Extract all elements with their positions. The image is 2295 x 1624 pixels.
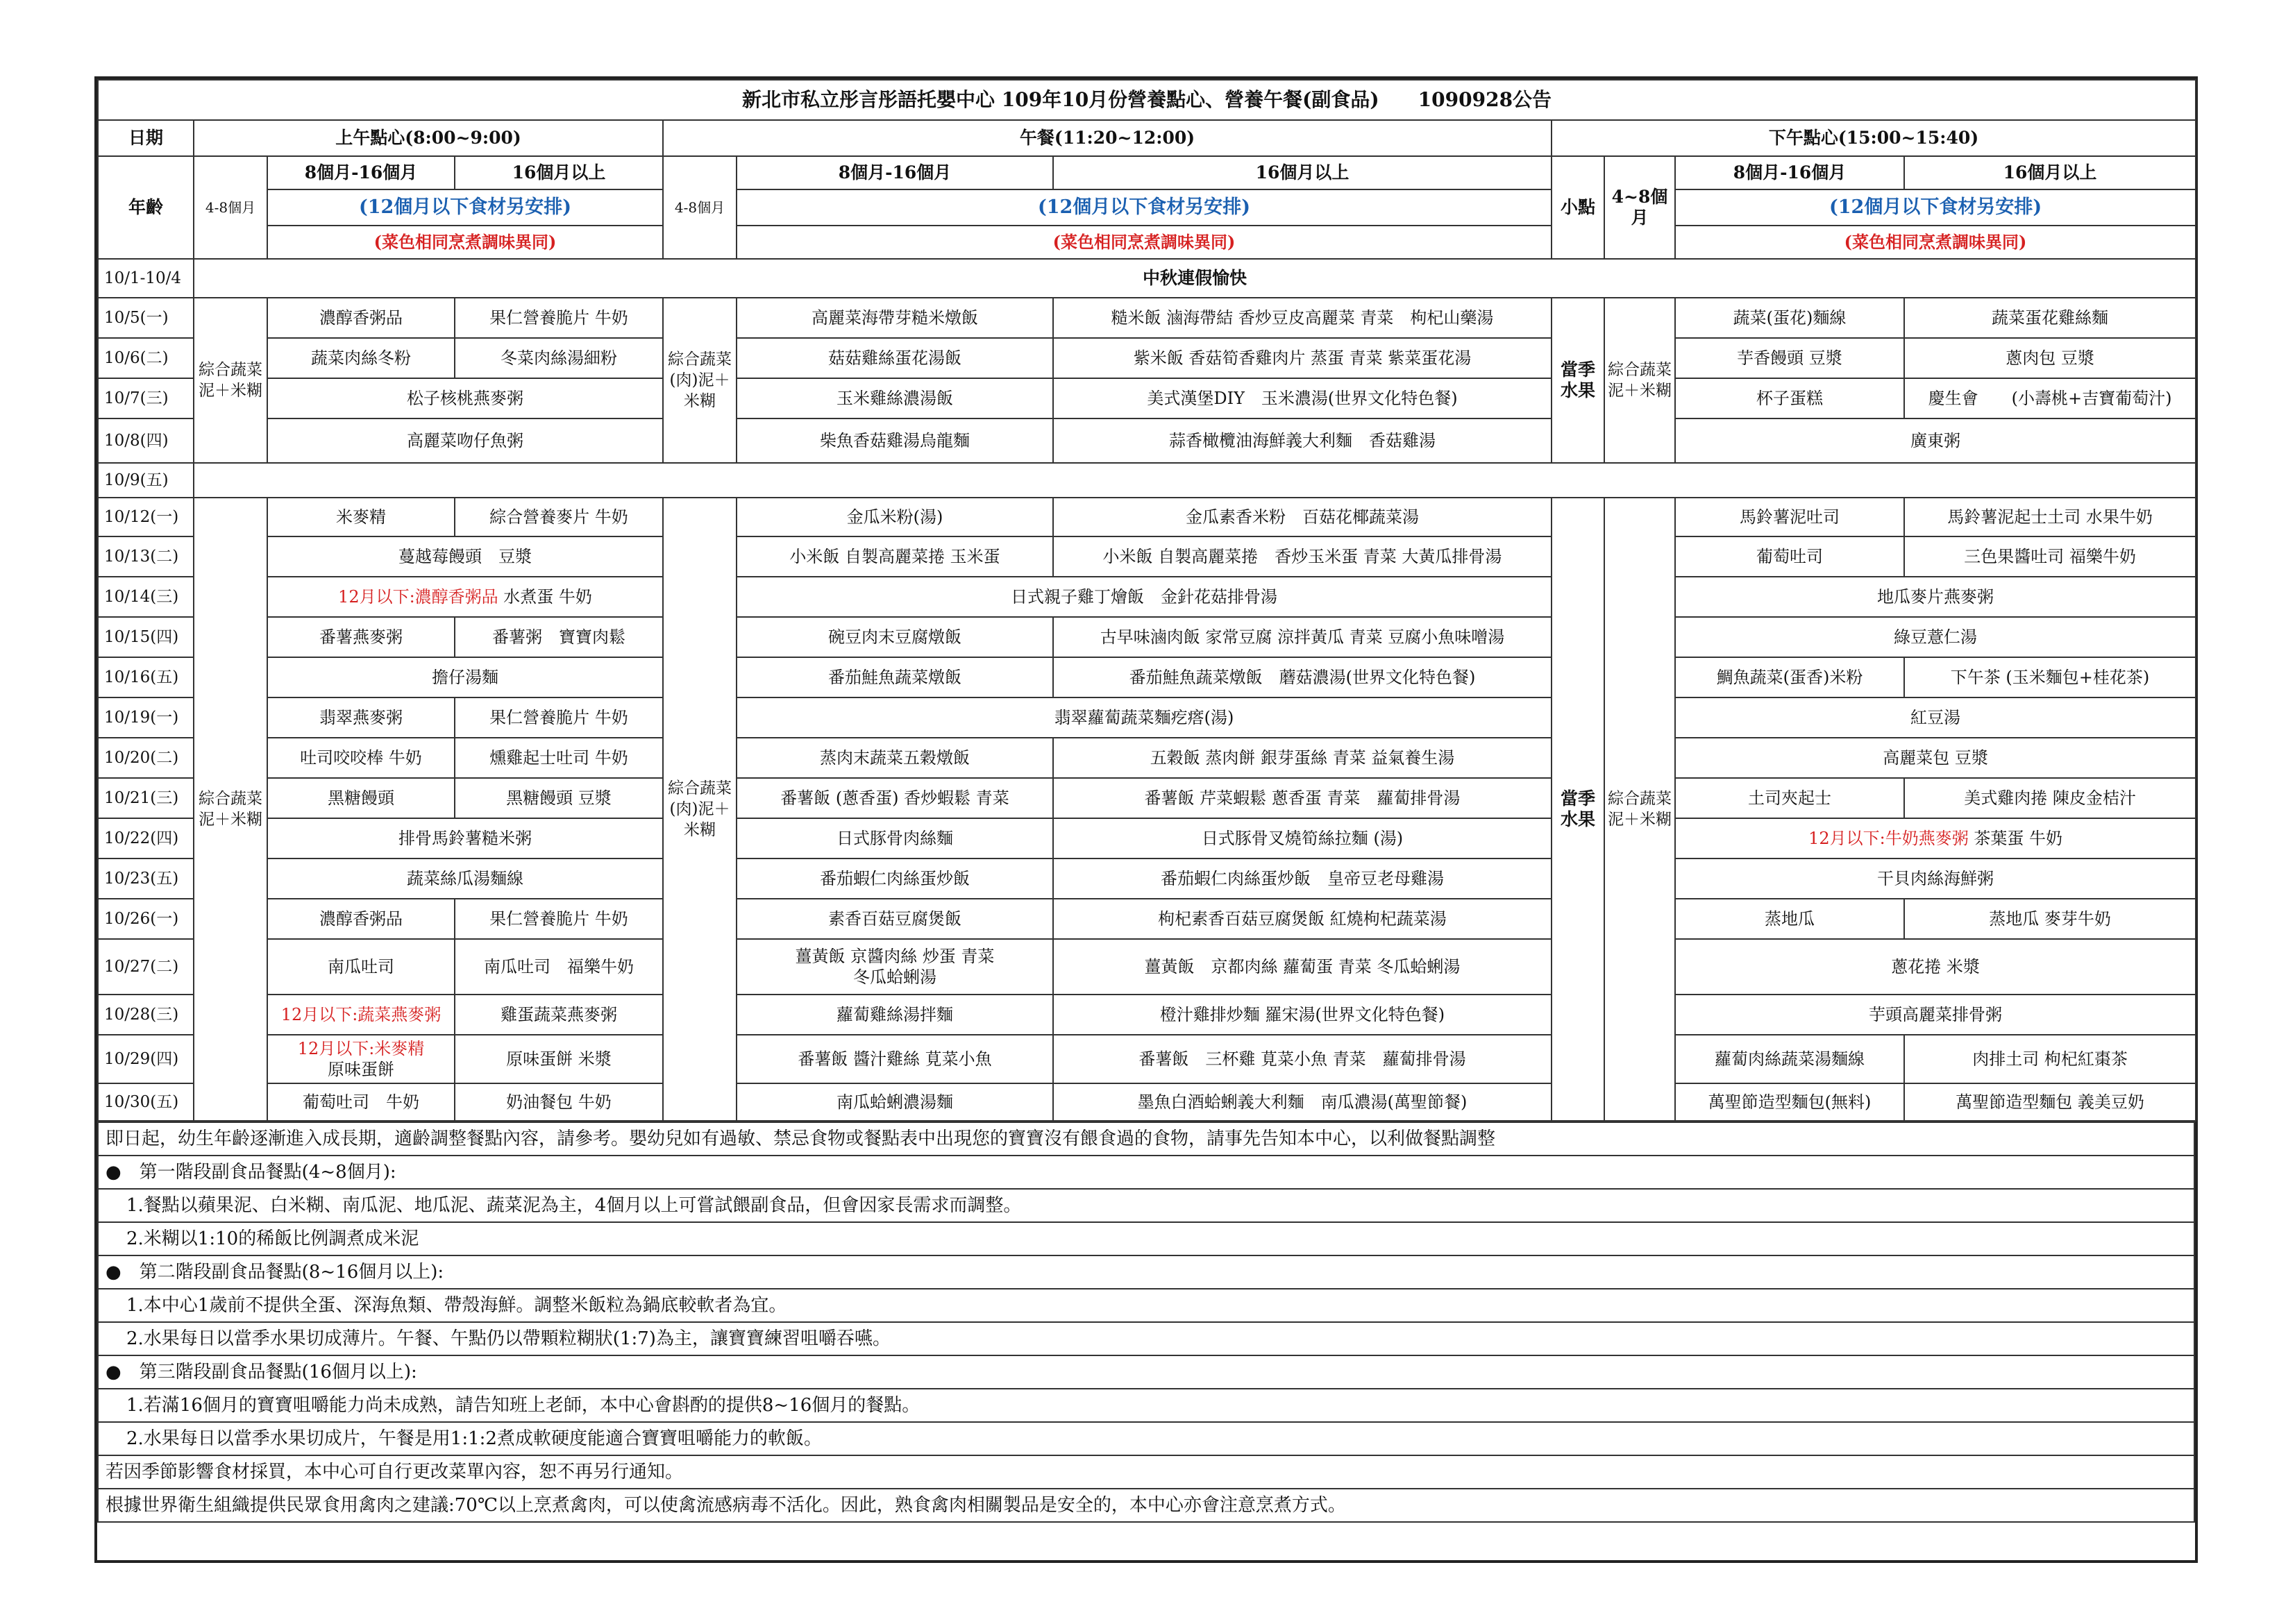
am-meal: 南瓜吐司 xyxy=(267,939,455,995)
pm-note-blue: (12個月以下食材另安排) xyxy=(1675,189,2196,226)
lunch-meal: 菇菇雞絲蛋花湯飯 xyxy=(737,338,1053,378)
lunch-meal: 柴魚香菇雞湯烏龍麵 xyxy=(737,418,1053,463)
note-line: ● 第二階段副食品餐點(8~16個月以上): xyxy=(98,1255,2194,1289)
pm-meal: 地瓜麥片燕麥粥 xyxy=(1675,577,2196,617)
note-line: ● 第一階段副食品餐點(4~8個月): xyxy=(98,1156,2194,1189)
lunch-infant-food: 綜合蔬菜(肉)泥＋米糊 xyxy=(663,298,737,463)
lunch-meal: 墨魚白酒蛤蜊義大利麵 南瓜濃湯(萬聖節餐) xyxy=(1053,1083,1552,1121)
am-meal: 黑糖饅頭 xyxy=(267,778,455,818)
empty-row xyxy=(194,463,2196,498)
am-meal: 擔仔湯麵 xyxy=(267,657,663,697)
lunch-meal: 玉米雞絲濃湯飯 xyxy=(737,378,1053,418)
am-meal: 葡萄吐司 牛奶 xyxy=(267,1083,455,1121)
fruit-snack: 當季水果 xyxy=(1552,498,1604,1121)
fruit-snack: 當季水果 xyxy=(1552,298,1604,463)
pm-meal: 蔥花捲 米漿 xyxy=(1675,939,2196,995)
pm-meal: 蒸地瓜 xyxy=(1675,899,1904,939)
am-age-4-8: 4-8個月 xyxy=(194,156,267,259)
page-title: 新北市私立彤言彤語托嬰中心 109年10月份營養點心、營養午餐(副食品) 1090928公告 xyxy=(98,80,2196,120)
am-meal: 原味蛋餅 米漿 xyxy=(455,1035,663,1083)
pm-meal: 蔬菜(蛋花)麵線 xyxy=(1675,298,1904,338)
am-meal: 松子核桃燕麥粥 xyxy=(267,378,663,418)
date-cell: 10/21(三) xyxy=(98,778,194,818)
pm-infant-food: 綜合蔬菜泥＋米糊 xyxy=(1604,498,1675,1121)
pm-snack-header: 下午點心(15:00~15:40) xyxy=(1552,120,2196,156)
note-line: 1.本中心1歲前不提供全蛋、深海魚類、帶殼海鮮。調整米飯粒為鍋底較軟者為宜。 xyxy=(98,1289,2194,1322)
am-infant-food: 綜合蔬菜泥＋米糊 xyxy=(194,498,267,1121)
pm-meal: 紅豆湯 xyxy=(1675,697,2196,738)
am-snack-header: 上午點心(8:00~9:00) xyxy=(194,120,663,156)
am-meal-line: 原味蛋餅 xyxy=(328,1060,394,1079)
lunch-meal: 小米飯 自製高麗菜捲 香炒玉米蛋 青菜 大黃瓜排骨湯 xyxy=(1053,536,1552,577)
am-meal: 濃醇香粥品 xyxy=(267,298,455,338)
pm-meal: 芋頭高麗菜排骨粥 xyxy=(1675,995,2196,1035)
lunch-meal: 糙米飯 滷海帶結 香炒豆皮高麗菜 青菜 枸杞山藥湯 xyxy=(1053,298,1552,338)
date-cell: 10/23(五) xyxy=(98,858,194,899)
date-cell: 10/26(一) xyxy=(98,899,194,939)
lunch-meal: 番茄鮭魚蔬菜燉飯 xyxy=(737,657,1053,697)
pm-age-8-16: 8個月-16個月 xyxy=(1675,156,1904,189)
date-cell: 10/29(四) xyxy=(98,1035,194,1083)
am-meal: 番薯燕麥粥 xyxy=(267,617,455,657)
lunch-meal: 薑黃飯 京都肉絲 蘿蔔蛋 青菜 冬瓜蛤蜊湯 xyxy=(1053,939,1552,995)
pm-meal: 三色果醬吐司 福樂牛奶 xyxy=(1904,536,2196,577)
am-meal: 果仁營養脆片 牛奶 xyxy=(455,899,663,939)
pm-meal: 肉排土司 枸杞紅棗茶 xyxy=(1904,1035,2196,1083)
pm-meal: 綠豆薏仁湯 xyxy=(1675,617,2196,657)
am-age-16: 16個月以上 xyxy=(455,156,663,189)
am-meal: 高麗菜吻仔魚粥 xyxy=(267,418,663,463)
lunch-meal-line: 冬瓜蛤蜊湯 xyxy=(853,967,936,987)
snack-header: 小點 xyxy=(1552,156,1604,259)
pm-meal: 下午茶 (玉米麵包+桂花茶) xyxy=(1904,657,2196,697)
pm-meal: 土司夾起士 xyxy=(1675,778,1904,818)
lunch-meal: 金瓜米粉(湯) xyxy=(737,498,1053,536)
am-meal xyxy=(267,577,663,617)
date-cell: 10/7(三) xyxy=(98,378,194,418)
lunch-infant-food: 綜合蔬菜(肉)泥＋米糊 xyxy=(663,498,737,1121)
pm-meal: 美式雞肉捲 陳皮金桔汁 xyxy=(1904,778,2196,818)
holiday-date: 10/1-10/4 xyxy=(98,259,194,298)
pm-meal: 鯛魚蔬菜(蛋香)米粉 xyxy=(1675,657,1904,697)
note-line: 1.若滿16個月的寶寶咀嚼能力尚未成熟，請告知班上老師，本中心會斟酌的提供8~16個月的餐點。 xyxy=(98,1389,2194,1422)
pm-meal: 干貝肉絲海鮮粥 xyxy=(1675,858,2196,899)
lunch-note-blue: (12個月以下食材另安排) xyxy=(737,189,1552,226)
note-line: 若因季節影響食材採買，本中心可自行更改菜單內容，恕不再另行通知。 xyxy=(98,1455,2194,1489)
lunch-meal: 番薯飯 芹菜蝦鬆 蔥香蛋 青菜 蘿蔔排骨湯 xyxy=(1053,778,1552,818)
note-line: 1.餐點以蘋果泥、白米糊、南瓜泥、地瓜泥、蔬菜泥為主，4個月以上可嘗試餵副食品，但會因家長需求而調整。 xyxy=(98,1189,2194,1222)
date-cell: 10/5(一) xyxy=(98,298,194,338)
lunch-meal xyxy=(737,939,1053,995)
lunch-meal: 古早味滷肉飯 家常豆腐 涼拌黃瓜 青菜 豆腐小魚味噌湯 xyxy=(1053,617,1552,657)
pm-meal: 杯子蛋糕 xyxy=(1675,378,1904,418)
under-12m-note: 12月以下:濃醇香粥品 xyxy=(338,587,498,607)
am-meal: 雞蛋蔬菜燕麥粥 xyxy=(455,995,663,1035)
lunch-meal: 橙汁雞排炒麵 羅宋湯(世界文化特色餐) xyxy=(1053,995,1552,1035)
am-meal: 排骨馬鈴薯糙米粥 xyxy=(267,818,663,858)
under-12m-note: 12月以下:米麥精 xyxy=(297,1039,425,1058)
am-meal: 番薯粥 寶寶肉鬆 xyxy=(455,617,663,657)
menu-sheet xyxy=(94,76,2198,1563)
lunch-meal: 番茄蝦仁肉絲蛋炒飯 xyxy=(737,858,1053,899)
am-meal: 冬菜肉絲湯細粉 xyxy=(455,338,663,378)
pm-meal: 慶生會 (小壽桃+吉寶葡萄汁) xyxy=(1904,378,2196,418)
am-meal: 燻雞起士吐司 牛奶 xyxy=(455,738,663,778)
pm-infant-food: 綜合蔬菜泥＋米糊 xyxy=(1604,298,1675,463)
am-meal: 吐司咬咬棒 牛奶 xyxy=(267,738,455,778)
lunch-meal: 小米飯 自製高麗菜捲 玉米蛋 xyxy=(737,536,1053,577)
am-meal: 12月以下:蔬菜燕麥粥 xyxy=(267,995,455,1035)
date-header: 日期 xyxy=(98,120,194,156)
am-age-8-16: 8個月-16個月 xyxy=(267,156,455,189)
pm-meal: 萬聖節造型麵包(無料) xyxy=(1675,1083,1904,1121)
lunch-age-16: 16個月以上 xyxy=(1053,156,1552,189)
pm-meal: 蘿蔔肉絲蔬菜湯麵線 xyxy=(1675,1035,1904,1083)
date-cell: 10/13(二) xyxy=(98,536,194,577)
lunch-meal: 五穀飯 蒸肉餅 銀芽蛋絲 青菜 益氣養生湯 xyxy=(1053,738,1552,778)
note-line: ● 第三階段副食品餐點(16個月以上): xyxy=(98,1355,2194,1389)
lunch-meal: 素香百菇豆腐煲飯 xyxy=(737,899,1053,939)
pm-meal: 高麗菜包 豆漿 xyxy=(1675,738,2196,778)
date-cell: 10/9(五) xyxy=(98,463,194,498)
am-infant-food: 綜合蔬菜泥＋米糊 xyxy=(194,298,267,463)
am-meal: 米麥精 xyxy=(267,498,455,536)
date-cell: 10/19(一) xyxy=(98,697,194,738)
am-meal: 綜合營養麥片 牛奶 xyxy=(455,498,663,536)
lunch-meal: 日式親子雞丁燴飯 金針花菇排骨湯 xyxy=(737,577,1552,617)
lunch-meal: 番薯飯 醬汁雞絲 莧菜小魚 xyxy=(737,1035,1053,1083)
date-cell: 10/15(四) xyxy=(98,617,194,657)
pm-meal: 廣東粥 xyxy=(1675,418,2196,463)
lunch-meal: 蒸肉末蔬菜五穀燉飯 xyxy=(737,738,1053,778)
age-header: 年齡 xyxy=(98,156,194,259)
date-cell: 10/14(三) xyxy=(98,577,194,617)
am-meal xyxy=(267,1035,455,1083)
pm-meal: 蒸地瓜 麥芽牛奶 xyxy=(1904,899,2196,939)
lunch-meal-line: 薑黃飯 京醬肉絲 炒蛋 青菜 xyxy=(795,947,995,966)
am-meal: 蔬菜肉絲冬粉 xyxy=(267,338,455,378)
lunch-age-4-8: 4-8個月 xyxy=(663,156,737,259)
am-meal: 濃醇香粥品 xyxy=(267,899,455,939)
lunch-meal: 蒜香橄欖油海鮮義大利麵 香菇雞湯 xyxy=(1053,418,1552,463)
date-cell: 10/27(二) xyxy=(98,939,194,995)
lunch-age-8-16: 8個月-16個月 xyxy=(737,156,1053,189)
pm-meal: 葡萄吐司 xyxy=(1675,536,1904,577)
lunch-meal: 枸杞素香百菇豆腐煲飯 紅燒枸杞蔬菜湯 xyxy=(1053,899,1552,939)
date-cell: 10/22(四) xyxy=(98,818,194,858)
am-meal: 奶油餐包 牛奶 xyxy=(455,1083,663,1121)
lunch-meal: 美式漢堡DIY 玉米濃湯(世界文化特色餐) xyxy=(1053,378,1552,418)
lunch-note-red: (菜色相同烹煮調味異同) xyxy=(737,226,1552,259)
lunch-meal: 紫米飯 香菇筍香雞肉片 蒸蛋 青菜 紫菜蛋花湯 xyxy=(1053,338,1552,378)
am-meal: 翡翠燕麥粥 xyxy=(267,697,455,738)
date-cell: 10/16(五) xyxy=(98,657,194,697)
am-meal: 果仁營養脆片 牛奶 xyxy=(455,298,663,338)
date-cell: 10/12(一) xyxy=(98,498,194,536)
pm-meal: 萬聖節造型麵包 義美豆奶 xyxy=(1904,1083,2196,1121)
note-line: 2.水果每日以當季水果切成片，午餐是用1:1:2煮成軟硬度能適合寶寶咀嚼能力的軟飯。 xyxy=(98,1422,2194,1455)
pm-age-4-8: 4~8個月 xyxy=(1604,156,1675,259)
note-line: 2.米糊以1:10的稀飯比例調煮成米泥 xyxy=(98,1222,2194,1255)
date-cell: 10/8(四) xyxy=(98,418,194,463)
pm-meal: 馬鈴薯泥吐司 xyxy=(1675,498,1904,536)
lunch-meal: 金瓜素香米粉 百菇花椰蔬菜湯 xyxy=(1053,498,1552,536)
pm-meal: 蔬菜蛋花雞絲麵 xyxy=(1904,298,2196,338)
pm-meal xyxy=(1675,818,2196,858)
am-meal: 蔬菜絲瓜湯麵線 xyxy=(267,858,663,899)
date-cell: 10/6(二) xyxy=(98,338,194,378)
date-cell: 10/28(三) xyxy=(98,995,194,1035)
date-cell: 10/30(五) xyxy=(98,1083,194,1121)
pm-meal: 蔥肉包 豆漿 xyxy=(1904,338,2196,378)
note-line: 2.水果每日以當季水果切成薄片。午餐、午點仍以帶顆粒糊狀(1:7)為主，讓寶寶練習咀嚼吞嚥。 xyxy=(98,1322,2194,1355)
holiday-text: 中秋連假愉快 xyxy=(194,259,2196,298)
am-meal: 果仁營養脆片 牛奶 xyxy=(455,697,663,738)
lunch-meal: 日式豚骨叉燒筍絲拉麵 (湯) xyxy=(1053,818,1552,858)
lunch-meal: 番茄鮭魚蔬菜燉飯 蘑菇濃湯(世界文化特色餐) xyxy=(1053,657,1552,697)
lunch-meal: 南瓜蛤蜊濃湯麵 xyxy=(737,1083,1053,1121)
pm-age-16: 16個月以上 xyxy=(1904,156,2196,189)
am-meal-rest: 水煮蛋 牛奶 xyxy=(498,587,592,607)
lunch-meal: 高麗菜海帶芽糙米燉飯 xyxy=(737,298,1053,338)
am-meal: 黑糖饅頭 豆漿 xyxy=(455,778,663,818)
lunch-meal: 日式豚骨肉絲麵 xyxy=(737,818,1053,858)
lunch-meal: 翡翠蘿蔔蔬菜麵疙瘩(湯) xyxy=(737,697,1552,738)
lunch-header: 午餐(11:20~12:00) xyxy=(663,120,1552,156)
pm-note-red: (菜色相同烹煮調味異同) xyxy=(1675,226,2196,259)
pm-meal-rest: 茶葉蛋 牛奶 xyxy=(1968,829,2062,848)
lunch-meal: 蘿蔔雞絲湯拌麵 xyxy=(737,995,1053,1035)
menu-table xyxy=(97,79,2196,1122)
date-cell: 10/20(二) xyxy=(98,738,194,778)
lunch-meal: 番薯飯 三杯雞 莧菜小魚 青菜 蘿蔔排骨湯 xyxy=(1053,1035,1552,1083)
notes-table xyxy=(97,1122,2195,1523)
am-meal: 蔓越莓饅頭 豆漿 xyxy=(267,536,663,577)
am-note-red: (菜色相同烹煮調味異同) xyxy=(267,226,663,259)
lunch-meal: 番茄蝦仁肉絲蛋炒飯 皇帝豆老母雞湯 xyxy=(1053,858,1552,899)
lunch-meal: 番薯飯 (蔥香蛋) 香炒蝦鬆 青菜 xyxy=(737,778,1053,818)
am-meal: 南瓜吐司 福樂牛奶 xyxy=(455,939,663,995)
pm-meal: 芋香饅頭 豆漿 xyxy=(1675,338,1904,378)
note-line: 根據世界衛生組織提供民眾食用禽肉之建議:70℃以上烹煮禽肉，可以使禽流感病毒不活化。因此，熟食禽肉相關製品是安全的，本中心亦會注意烹煮方式。 xyxy=(98,1489,2194,1522)
am-note-blue: (12個月以下食材另安排) xyxy=(267,189,663,226)
under-12m-note: 12月以下:牛奶燕麥粥 xyxy=(1808,829,1969,848)
pm-meal: 馬鈴薯泥起士土司 水果牛奶 xyxy=(1904,498,2196,536)
note-line: 即日起，幼生年齡逐漸進入成長期，適齡調整餐點內容，請參考。嬰幼兒如有過敏、禁忌食物或餐點表中出現您的寶寶沒有餵食過的食物，請事先告知本中心，以利做餐點調整 xyxy=(98,1122,2194,1156)
lunch-meal: 碗豆肉末豆腐燉飯 xyxy=(737,617,1053,657)
